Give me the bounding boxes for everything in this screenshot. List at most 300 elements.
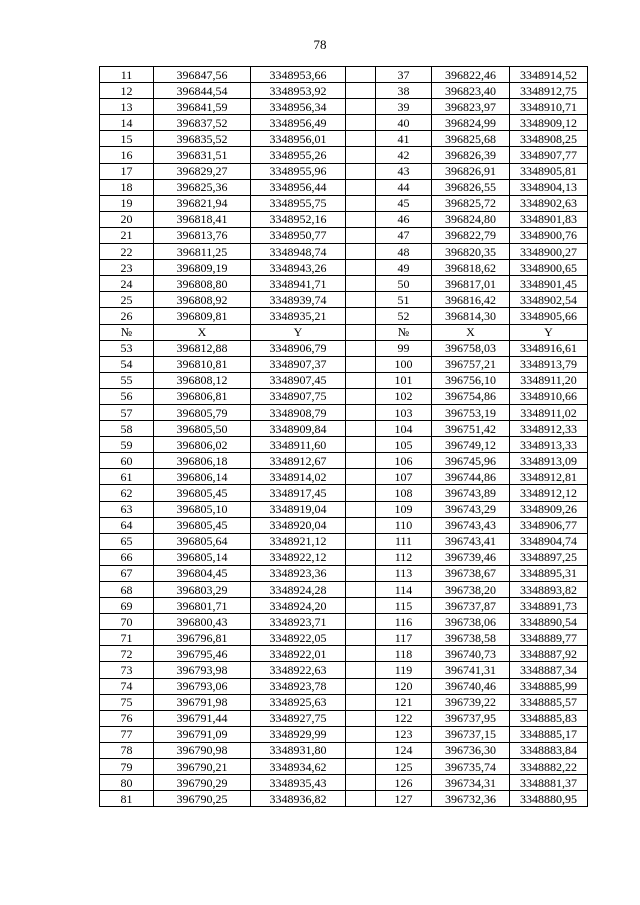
- x-coordinate-cell: 396805,50: [154, 421, 251, 437]
- y-coordinate-cell: 3348887,34: [510, 662, 588, 678]
- table-row: [100, 115, 588, 131]
- spacer-cell: [346, 308, 376, 324]
- x-coordinate-cell: 396822,79: [432, 227, 510, 243]
- x-coordinate-cell: 396824,99: [432, 115, 510, 131]
- x-coordinate-cell: 396805,64: [154, 533, 251, 549]
- x-coordinate-cell: 396821,94: [154, 195, 251, 211]
- spacer-cell: [346, 404, 376, 420]
- spacer-cell: [346, 195, 376, 211]
- point-number-cell: 18: [100, 179, 154, 195]
- point-number-cell: 115: [376, 598, 432, 614]
- table-row: [100, 99, 588, 115]
- y-coordinate-cell: 3348931,80: [251, 742, 346, 758]
- y-coordinate-cell: 3348924,28: [251, 582, 346, 598]
- point-number-cell: 116: [376, 614, 432, 630]
- y-coordinate-cell: 3348910,71: [510, 99, 588, 115]
- y-coordinate-cell: 3348923,71: [251, 614, 346, 630]
- column-header-cell: №: [376, 324, 432, 340]
- y-coordinate-cell: 3348890,54: [510, 614, 588, 630]
- point-number-cell: 13: [100, 99, 154, 115]
- x-coordinate-cell: 396738,58: [432, 630, 510, 646]
- x-coordinate-cell: 396808,80: [154, 276, 251, 292]
- spacer-cell: [346, 630, 376, 646]
- x-coordinate-cell: 396808,12: [154, 372, 251, 388]
- y-coordinate-cell: 3348905,66: [510, 308, 588, 324]
- x-coordinate-cell: 396818,62: [432, 260, 510, 276]
- spacer-cell: [346, 276, 376, 292]
- y-coordinate-cell: 3348929,99: [251, 726, 346, 742]
- point-number-cell: 101: [376, 372, 432, 388]
- y-coordinate-cell: 3348912,81: [510, 469, 588, 485]
- table-row: [100, 549, 588, 565]
- y-coordinate-cell: 3348923,36: [251, 565, 346, 581]
- point-number-cell: 45: [376, 195, 432, 211]
- spacer-cell: [346, 388, 376, 404]
- point-number-cell: 106: [376, 453, 432, 469]
- x-coordinate-cell: 396816,42: [432, 292, 510, 308]
- x-coordinate-cell: 396734,31: [432, 775, 510, 791]
- y-coordinate-cell: 3348887,92: [510, 646, 588, 662]
- column-header-cell: №: [100, 324, 154, 340]
- y-coordinate-cell: 3348953,92: [251, 83, 346, 99]
- spacer-cell: [346, 163, 376, 179]
- x-coordinate-cell: 396810,81: [154, 356, 251, 372]
- x-coordinate-cell: 396813,76: [154, 227, 251, 243]
- point-number-cell: 114: [376, 582, 432, 598]
- point-number-cell: 76: [100, 710, 154, 726]
- point-number-cell: 75: [100, 694, 154, 710]
- x-coordinate-cell: 396791,98: [154, 694, 251, 710]
- table-row: [100, 614, 588, 630]
- point-number-cell: 60: [100, 453, 154, 469]
- x-coordinate-cell: 396791,09: [154, 726, 251, 742]
- point-number-cell: 122: [376, 710, 432, 726]
- spacer-cell: [346, 775, 376, 791]
- spacer-cell: [346, 517, 376, 533]
- point-number-cell: 49: [376, 260, 432, 276]
- point-number-cell: 74: [100, 678, 154, 694]
- x-coordinate-cell: 396822,46: [432, 67, 510, 83]
- x-coordinate-cell: 396820,35: [432, 244, 510, 260]
- point-number-cell: 121: [376, 694, 432, 710]
- x-coordinate-cell: 396790,29: [154, 775, 251, 791]
- x-coordinate-cell: 396806,14: [154, 469, 251, 485]
- point-number-cell: 41: [376, 131, 432, 147]
- y-coordinate-cell: 3348909,12: [510, 115, 588, 131]
- spacer-cell: [346, 742, 376, 758]
- y-coordinate-cell: 3348956,34: [251, 99, 346, 115]
- point-number-cell: 125: [376, 759, 432, 775]
- table-row: [100, 694, 588, 710]
- y-coordinate-cell: 3348901,45: [510, 276, 588, 292]
- point-number-cell: 64: [100, 517, 154, 533]
- x-coordinate-cell: 396740,46: [432, 678, 510, 694]
- x-coordinate-cell: 396749,12: [432, 437, 510, 453]
- y-coordinate-cell: 3348916,61: [510, 340, 588, 356]
- spacer-cell: [346, 421, 376, 437]
- point-number-cell: 109: [376, 501, 432, 517]
- x-coordinate-cell: 396805,45: [154, 517, 251, 533]
- y-coordinate-cell: 3348935,43: [251, 775, 346, 791]
- x-coordinate-cell: 396817,01: [432, 276, 510, 292]
- spacer-cell: [346, 260, 376, 276]
- x-coordinate-cell: 396825,36: [154, 179, 251, 195]
- table-row: [100, 517, 588, 533]
- y-coordinate-cell: 3348943,26: [251, 260, 346, 276]
- coordinates-table: [99, 66, 588, 807]
- spacer-cell: [346, 453, 376, 469]
- spacer-cell: [346, 501, 376, 517]
- x-coordinate-cell: 396847,56: [154, 67, 251, 83]
- column-header-cell: X: [154, 324, 251, 340]
- spacer-cell: [346, 99, 376, 115]
- y-coordinate-cell: 3348921,12: [251, 533, 346, 549]
- y-coordinate-cell: 3348883,84: [510, 742, 588, 758]
- table-row: [100, 67, 588, 83]
- x-coordinate-cell: 396795,46: [154, 646, 251, 662]
- x-coordinate-cell: 396825,68: [432, 131, 510, 147]
- point-number-cell: 69: [100, 598, 154, 614]
- x-coordinate-cell: 396809,81: [154, 308, 251, 324]
- point-number-cell: 12: [100, 83, 154, 99]
- spacer-cell: [346, 227, 376, 243]
- x-coordinate-cell: 396741,31: [432, 662, 510, 678]
- x-coordinate-cell: 396790,98: [154, 742, 251, 758]
- spacer-cell: [346, 179, 376, 195]
- spacer-cell: [346, 340, 376, 356]
- point-number-cell: 117: [376, 630, 432, 646]
- x-coordinate-cell: 396814,30: [432, 308, 510, 324]
- y-coordinate-cell: 3348893,82: [510, 582, 588, 598]
- table-row: [100, 678, 588, 694]
- y-coordinate-cell: 3348908,25: [510, 131, 588, 147]
- table-header-row: [100, 324, 588, 340]
- y-coordinate-cell: 3348882,22: [510, 759, 588, 775]
- page-number: 78: [313, 37, 327, 52]
- x-coordinate-cell: 396738,20: [432, 582, 510, 598]
- y-coordinate-cell: 3348925,63: [251, 694, 346, 710]
- point-number-cell: 16: [100, 147, 154, 163]
- y-coordinate-cell: 3348905,81: [510, 163, 588, 179]
- y-coordinate-cell: 3348948,74: [251, 244, 346, 260]
- y-coordinate-cell: 3348919,04: [251, 501, 346, 517]
- table-row: [100, 83, 588, 99]
- y-coordinate-cell: 3348901,83: [510, 211, 588, 227]
- y-coordinate-cell: 3348912,75: [510, 83, 588, 99]
- x-coordinate-cell: 396754,86: [432, 388, 510, 404]
- y-coordinate-cell: 3348936,82: [251, 791, 346, 807]
- y-coordinate-cell: 3348906,77: [510, 517, 588, 533]
- x-coordinate-cell: 396824,80: [432, 211, 510, 227]
- table-row: [100, 340, 588, 356]
- y-coordinate-cell: 3348902,63: [510, 195, 588, 211]
- x-coordinate-cell: 396837,52: [154, 115, 251, 131]
- point-number-cell: 21: [100, 227, 154, 243]
- point-number-cell: 124: [376, 742, 432, 758]
- x-coordinate-cell: 396737,87: [432, 598, 510, 614]
- x-coordinate-cell: 396791,44: [154, 710, 251, 726]
- spacer-cell: [346, 324, 376, 340]
- y-coordinate-cell: 3348907,77: [510, 147, 588, 163]
- y-coordinate-cell: 3348880,95: [510, 791, 588, 807]
- x-coordinate-cell: 396805,14: [154, 549, 251, 565]
- column-header-cell: Y: [251, 324, 346, 340]
- x-coordinate-cell: 396808,92: [154, 292, 251, 308]
- point-number-cell: 78: [100, 742, 154, 758]
- x-coordinate-cell: 396744,86: [432, 469, 510, 485]
- x-coordinate-cell: 396757,21: [432, 356, 510, 372]
- y-coordinate-cell: 3348885,17: [510, 726, 588, 742]
- point-number-cell: 58: [100, 421, 154, 437]
- x-coordinate-cell: 396844,54: [154, 83, 251, 99]
- y-coordinate-cell: 3348924,20: [251, 598, 346, 614]
- table-row: [100, 372, 588, 388]
- y-coordinate-cell: 3348955,26: [251, 147, 346, 163]
- spacer-cell: [346, 131, 376, 147]
- x-coordinate-cell: 396732,36: [432, 791, 510, 807]
- spacer-cell: [346, 582, 376, 598]
- point-number-cell: 19: [100, 195, 154, 211]
- spacer-cell: [346, 646, 376, 662]
- table-row: [100, 791, 588, 807]
- y-coordinate-cell: 3348909,26: [510, 501, 588, 517]
- point-number-cell: 108: [376, 485, 432, 501]
- point-number-cell: 22: [100, 244, 154, 260]
- table-row: [100, 211, 588, 227]
- table-row: [100, 775, 588, 791]
- y-coordinate-cell: 3348902,54: [510, 292, 588, 308]
- y-coordinate-cell: 3348939,74: [251, 292, 346, 308]
- x-coordinate-cell: 396835,52: [154, 131, 251, 147]
- x-coordinate-cell: 396743,89: [432, 485, 510, 501]
- point-number-cell: 40: [376, 115, 432, 131]
- x-coordinate-cell: 396790,21: [154, 759, 251, 775]
- point-number-cell: 56: [100, 388, 154, 404]
- y-coordinate-cell: 3348885,57: [510, 694, 588, 710]
- y-coordinate-cell: 3348922,05: [251, 630, 346, 646]
- y-coordinate-cell: 3348955,96: [251, 163, 346, 179]
- x-coordinate-cell: 396751,42: [432, 421, 510, 437]
- point-number-cell: 62: [100, 485, 154, 501]
- y-coordinate-cell: 3348895,31: [510, 565, 588, 581]
- point-number-cell: 14: [100, 115, 154, 131]
- spacer-cell: [346, 356, 376, 372]
- x-coordinate-cell: 396841,59: [154, 99, 251, 115]
- spacer-cell: [346, 292, 376, 308]
- point-number-cell: 66: [100, 549, 154, 565]
- spacer-cell: [346, 549, 376, 565]
- y-coordinate-cell: 3348953,66: [251, 67, 346, 83]
- point-number-cell: 119: [376, 662, 432, 678]
- point-number-cell: 52: [376, 308, 432, 324]
- y-coordinate-cell: 3348923,78: [251, 678, 346, 694]
- point-number-cell: 104: [376, 421, 432, 437]
- point-number-cell: 80: [100, 775, 154, 791]
- point-number-cell: 37: [376, 67, 432, 83]
- table-row: [100, 646, 588, 662]
- x-coordinate-cell: 396793,06: [154, 678, 251, 694]
- x-coordinate-cell: 396811,25: [154, 244, 251, 260]
- point-number-cell: 77: [100, 726, 154, 742]
- point-number-cell: 120: [376, 678, 432, 694]
- table-row: [100, 453, 588, 469]
- point-number-cell: 72: [100, 646, 154, 662]
- point-number-cell: 118: [376, 646, 432, 662]
- spacer-cell: [346, 726, 376, 742]
- point-number-cell: 51: [376, 292, 432, 308]
- table-row: [100, 469, 588, 485]
- point-number-cell: 123: [376, 726, 432, 742]
- spacer-cell: [346, 147, 376, 163]
- point-number-cell: 55: [100, 372, 154, 388]
- point-number-cell: 15: [100, 131, 154, 147]
- y-coordinate-cell: 3348910,66: [510, 388, 588, 404]
- x-coordinate-cell: 396738,06: [432, 614, 510, 630]
- table-row: [100, 244, 588, 260]
- point-number-cell: 102: [376, 388, 432, 404]
- y-coordinate-cell: 3348906,79: [251, 340, 346, 356]
- y-coordinate-cell: 3348908,79: [251, 404, 346, 420]
- point-number-cell: 110: [376, 517, 432, 533]
- x-coordinate-cell: 396743,29: [432, 501, 510, 517]
- point-number-cell: 111: [376, 533, 432, 549]
- spacer-cell: [346, 211, 376, 227]
- point-number-cell: 46: [376, 211, 432, 227]
- point-number-cell: 103: [376, 404, 432, 420]
- y-coordinate-cell: 3348885,99: [510, 678, 588, 694]
- point-number-cell: 54: [100, 356, 154, 372]
- y-coordinate-cell: 3348900,65: [510, 260, 588, 276]
- y-coordinate-cell: 3348889,77: [510, 630, 588, 646]
- x-coordinate-cell: 396753,19: [432, 404, 510, 420]
- x-coordinate-cell: 396825,72: [432, 195, 510, 211]
- x-coordinate-cell: 396740,73: [432, 646, 510, 662]
- y-coordinate-cell: 3348941,71: [251, 276, 346, 292]
- point-number-cell: 38: [376, 83, 432, 99]
- x-coordinate-cell: 396800,43: [154, 614, 251, 630]
- y-coordinate-cell: 3348935,21: [251, 308, 346, 324]
- point-number-cell: 47: [376, 227, 432, 243]
- y-coordinate-cell: 3348885,83: [510, 710, 588, 726]
- y-coordinate-cell: 3348920,04: [251, 517, 346, 533]
- y-coordinate-cell: 3348909,84: [251, 421, 346, 437]
- y-coordinate-cell: 3348952,16: [251, 211, 346, 227]
- spacer-cell: [346, 678, 376, 694]
- spacer-cell: [346, 759, 376, 775]
- y-coordinate-cell: 3348912,67: [251, 453, 346, 469]
- y-coordinate-cell: 3348913,79: [510, 356, 588, 372]
- x-coordinate-cell: 396738,67: [432, 565, 510, 581]
- point-number-cell: 81: [100, 791, 154, 807]
- y-coordinate-cell: 3348891,73: [510, 598, 588, 614]
- table-row: [100, 662, 588, 678]
- x-coordinate-cell: 396818,41: [154, 211, 251, 227]
- x-coordinate-cell: 396739,46: [432, 549, 510, 565]
- spacer-cell: [346, 614, 376, 630]
- table-row: [100, 195, 588, 211]
- x-coordinate-cell: 396801,71: [154, 598, 251, 614]
- x-coordinate-cell: 396737,15: [432, 726, 510, 742]
- y-coordinate-cell: 3348912,33: [510, 421, 588, 437]
- spacer-cell: [346, 565, 376, 581]
- x-coordinate-cell: 396739,22: [432, 694, 510, 710]
- x-coordinate-cell: 396745,96: [432, 453, 510, 469]
- y-coordinate-cell: 3348881,37: [510, 775, 588, 791]
- point-number-cell: 71: [100, 630, 154, 646]
- table-row: [100, 404, 588, 420]
- y-coordinate-cell: 3348904,13: [510, 179, 588, 195]
- table-row: [100, 356, 588, 372]
- table-row: [100, 533, 588, 549]
- column-header-cell: X: [432, 324, 510, 340]
- y-coordinate-cell: 3348956,01: [251, 131, 346, 147]
- y-coordinate-cell: 3348956,44: [251, 179, 346, 195]
- table-row: [100, 388, 588, 404]
- point-number-cell: 61: [100, 469, 154, 485]
- y-coordinate-cell: 3348913,33: [510, 437, 588, 453]
- spacer-cell: [346, 598, 376, 614]
- point-number-cell: 25: [100, 292, 154, 308]
- y-coordinate-cell: 3348955,75: [251, 195, 346, 211]
- y-coordinate-cell: 3348956,49: [251, 115, 346, 131]
- y-coordinate-cell: 3348911,60: [251, 437, 346, 453]
- spacer-cell: [346, 662, 376, 678]
- point-number-cell: 63: [100, 501, 154, 517]
- table-row: [100, 710, 588, 726]
- x-coordinate-cell: 396826,39: [432, 147, 510, 163]
- table-row: [100, 179, 588, 195]
- point-number-cell: 70: [100, 614, 154, 630]
- point-number-cell: 17: [100, 163, 154, 179]
- point-number-cell: 105: [376, 437, 432, 453]
- x-coordinate-cell: 396829,27: [154, 163, 251, 179]
- point-number-cell: 39: [376, 99, 432, 115]
- point-number-cell: 112: [376, 549, 432, 565]
- point-number-cell: 50: [376, 276, 432, 292]
- point-number-cell: 53: [100, 340, 154, 356]
- x-coordinate-cell: 396758,03: [432, 340, 510, 356]
- x-coordinate-cell: 396737,95: [432, 710, 510, 726]
- x-coordinate-cell: 396743,41: [432, 533, 510, 549]
- x-coordinate-cell: 396736,30: [432, 742, 510, 758]
- table-row: [100, 742, 588, 758]
- table-row: [100, 437, 588, 453]
- point-number-cell: 113: [376, 565, 432, 581]
- spacer-cell: [346, 710, 376, 726]
- spacer-cell: [346, 533, 376, 549]
- coordinates-table-body: [100, 67, 588, 807]
- x-coordinate-cell: 396790,25: [154, 791, 251, 807]
- x-coordinate-cell: 396806,02: [154, 437, 251, 453]
- point-number-cell: 73: [100, 662, 154, 678]
- point-number-cell: 127: [376, 791, 432, 807]
- table-row: [100, 759, 588, 775]
- table-row: [100, 501, 588, 517]
- y-coordinate-cell: 3348904,74: [510, 533, 588, 549]
- table-row: [100, 163, 588, 179]
- y-coordinate-cell: 3348934,62: [251, 759, 346, 775]
- spacer-cell: [346, 244, 376, 260]
- table-row: [100, 260, 588, 276]
- y-coordinate-cell: 3348907,37: [251, 356, 346, 372]
- point-number-cell: 44: [376, 179, 432, 195]
- column-header-cell: Y: [510, 324, 588, 340]
- x-coordinate-cell: 396826,55: [432, 179, 510, 195]
- table-row: [100, 292, 588, 308]
- y-coordinate-cell: 3348922,12: [251, 549, 346, 565]
- y-coordinate-cell: 3348911,02: [510, 404, 588, 420]
- y-coordinate-cell: 3348897,25: [510, 549, 588, 565]
